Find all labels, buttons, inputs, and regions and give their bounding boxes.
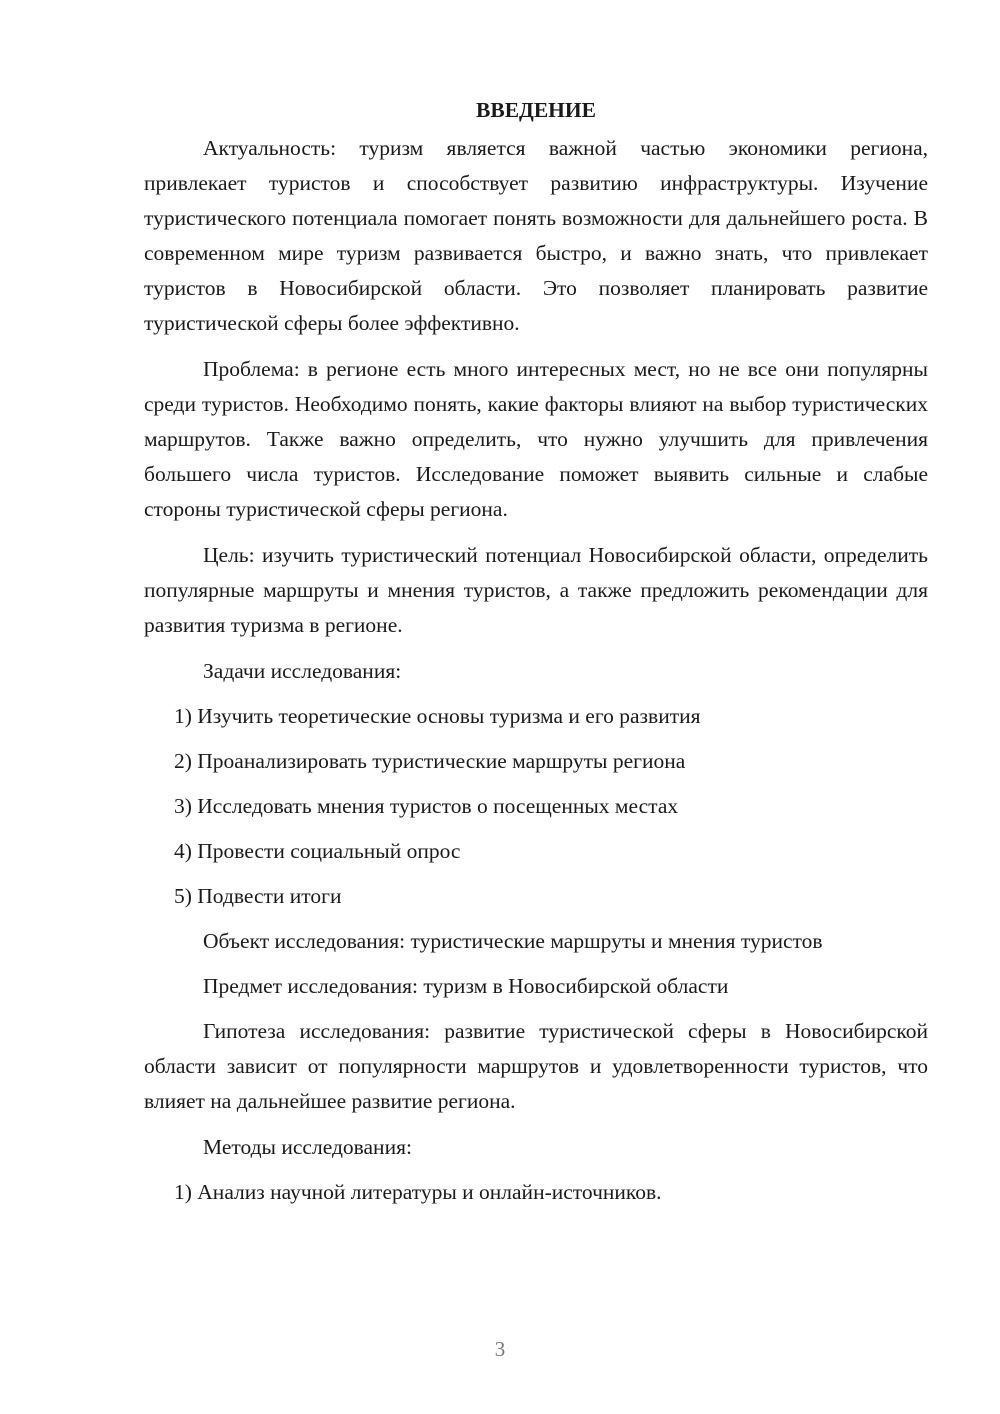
task-item: 5) Подвести итоги: [174, 884, 342, 908]
method-item: 1) Анализ научной литературы и онлайн-источников.: [174, 1180, 662, 1204]
document-page: [144, 92, 928, 1220]
section-title: ВВЕДЕНИЕ: [476, 98, 596, 122]
object-line: Объект исследования: туристические маршруты и мнения туристов: [203, 929, 823, 953]
task-item: 3) Исследовать мнения туристов о посещенных местах: [174, 794, 679, 818]
subject-line: Предмет исследования: туризм в Новосибирской области: [203, 974, 729, 998]
relevance-paragraph: Актуальность: туризм является важной частью экономики региона, привлекает туристов и способствует развитию инфраструктуры. Изучение туристического потенциала помогает понять возможности для дальнейшего роста. В современном мире туризм развивается быстро, и важно знать, что привлекает туристов в Новосибирской области. Это позволяет планировать развитие туристической сферы более эффективно.: [144, 136, 928, 335]
task-item: 4) Провести социальный опрос: [174, 839, 461, 863]
task-item: 2) Проанализировать туристические маршруты региона: [174, 749, 686, 773]
hypothesis-paragraph: Гипотеза исследования: развитие туристической сферы в Новосибирской области зависит от популярности маршрутов и удовлетворенности туристов, что влияет на дальнейшее развитие региона.: [144, 1019, 928, 1113]
goal-paragraph: Цель: изучить туристический потенциал Новосибирской области, определить популярные маршруты и мнения туристов, а также предложить рекомендации для развития туризма в регионе.: [144, 543, 928, 637]
tasks-heading: Задачи исследования:: [203, 659, 402, 683]
task-item: 1) Изучить теоретические основы туризма и его развития: [174, 704, 701, 728]
problem-paragraph: Проблема: в регионе есть много интересных мест, но не все они популярны среди туристов. Необходимо понять, какие факторы влияют на выбор туристических маршрутов. Также важно определить, что нужно улучшить для привлечения большего числа туристов. Исследование поможет выявить сильные и слабые стороны туристической сферы региона.: [144, 357, 928, 521]
page-number: 3: [494, 1337, 506, 1361]
methods-heading: Методы исследования:: [203, 1135, 412, 1159]
